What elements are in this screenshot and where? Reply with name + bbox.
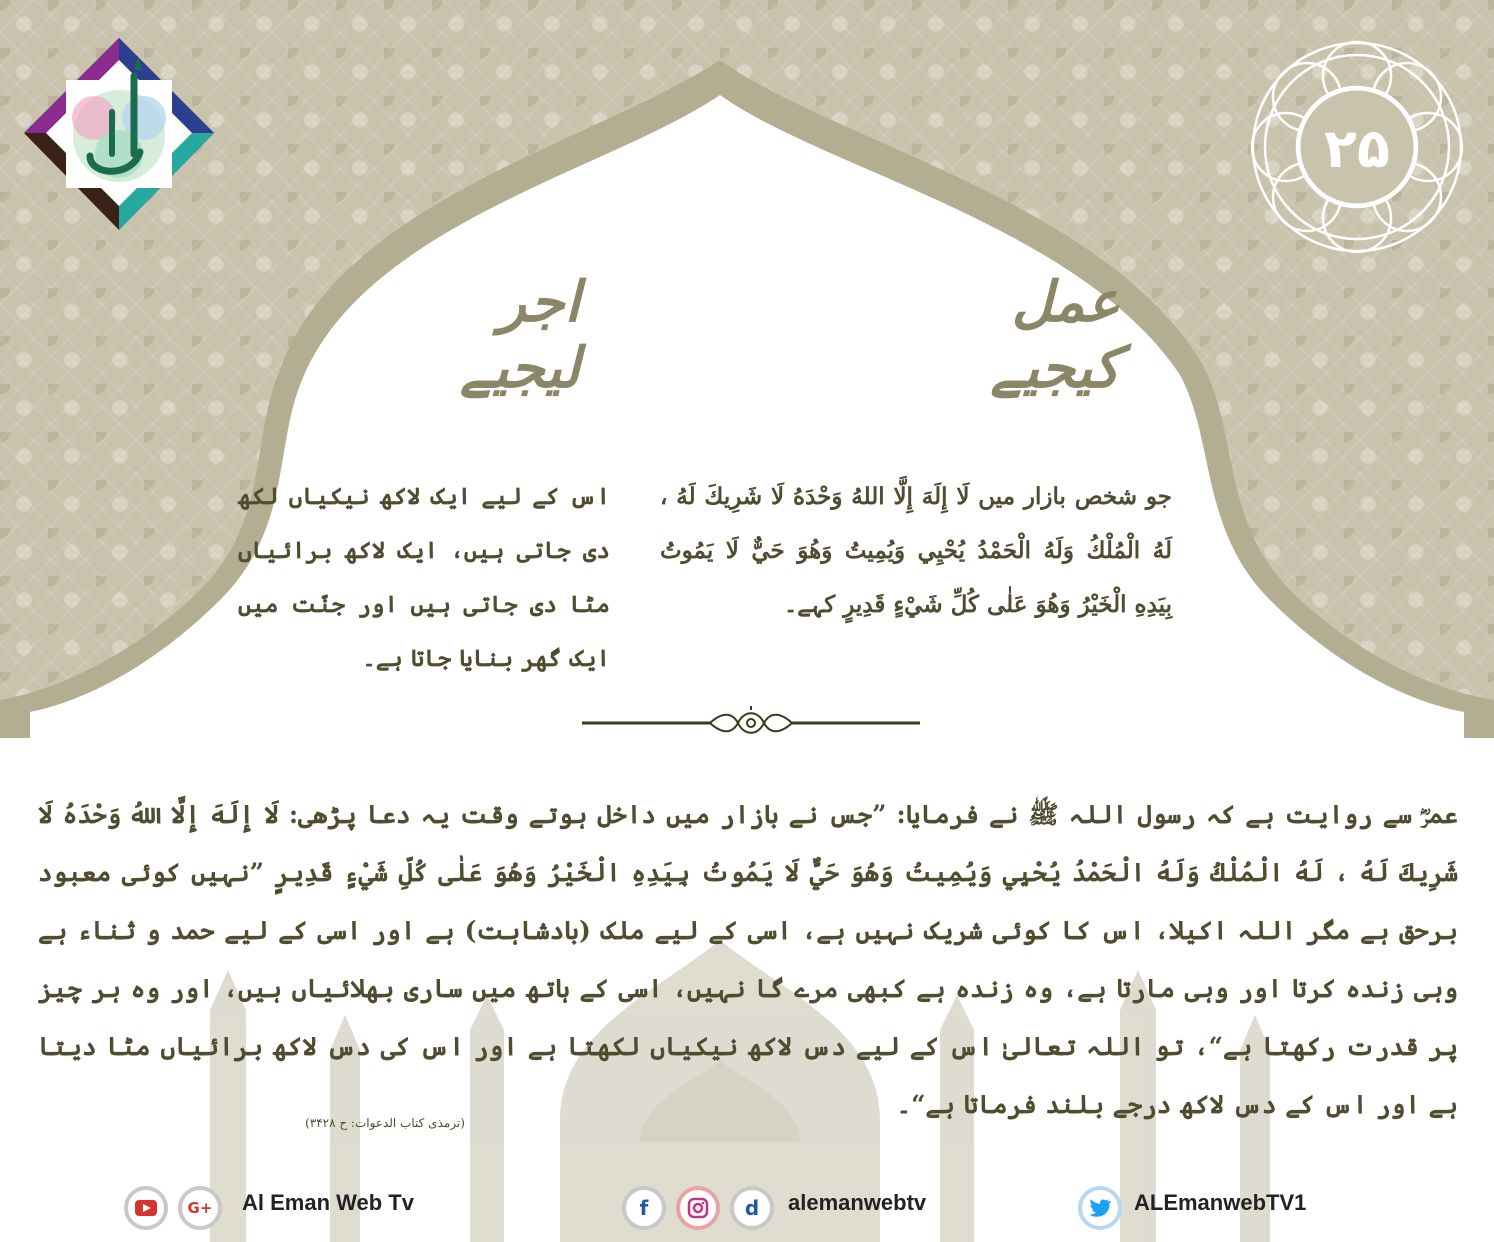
hadith-text: عمرؓ سے روایت ہے کہ رسول اللہ ﷺ نے فرمایا: ”جس نے بازار میں داخل ہوتے وقت یہ دعا پڑھی: لَا إِلَهَ إِلَّا اللهُ وَحْدَهُ لَا شَرِيكَ لَهُ ، لَهُ الْمُلْكُ وَلَهُ الْحَمْدُ يُحْيِي وَيُمِيتُ وَهُوَ حَيٌّ لَا يَمُوتُ بِيَدِهِ الْخَيْرُ وَهُوَ عَلٰى كُلِّ شَيْءٍ قَدِيرٍ ”نہیں کوئی معبود برحق ہے مگر اللہ اکیلا، اس کا کوئی شریک نہیں ہے، اسی کے لیے ملک (بادشاہت) ہے اور اسی کے لیے حمد و ثناء ہے وہی زندہ کرتا اور وہی مارتا ہے، وہ زندہ ہے کبھی مرے گا نہیں، اسی کے ہاتھ میں ساری بھلائیاں ہیں، اور وہ ہر چیز پر قدرت رکھتا ہے“، تو اللہ تعالیٰ اس کے لیے دس لاکھ نیکیاں لکھتا ہے اور اس کی دس لاکھ برائیاں مٹا دیتا ہے اور اس کے دس لاکھ درجے بلند فرماتا ہے“۔ [38, 800, 1458, 1119]
hadith-reference: (ترمذی کتاب الدعوات: ح ۳۴۲۸) [305, 1116, 465, 1130]
dailymotion-icon[interactable]: d [730, 1186, 774, 1230]
handle-label: alemanwebtv [788, 1190, 927, 1215]
instagram-icon[interactable] [676, 1186, 720, 1230]
day-number: ۲۵ [1324, 116, 1390, 180]
twitter-handle-label: ALEmanwebTV1 [1134, 1190, 1307, 1215]
channel-name-label: Al Eman Web Tv [242, 1190, 414, 1215]
heading-amal-kijiye: عمل کیجیے [990, 269, 1120, 401]
logo [22, 36, 216, 232]
heading-ajr-lijiye: اجر لیجیے [460, 269, 580, 401]
google-plus-icon[interactable]: G+ [178, 1186, 222, 1230]
youtube-icon[interactable] [124, 1186, 168, 1230]
footer [0, 1178, 1494, 1242]
facebook-icon[interactable]: f [622, 1186, 666, 1230]
ornamental-divider [582, 706, 920, 740]
reward-text: اس کے لیے ایک لاکھ نیکیاں لکھ دی جاتی ہیں، ایک لاکھ برائیاں مٹا دی جاتی ہیں اور جنّت میں ایک گھر بنایا جاتا ہے۔ [238, 483, 610, 672]
twitter-icon[interactable] [1078, 1186, 1122, 1230]
action-text: جو شخص بازار میں لَا إِلَهَ إِلَّا اللهُ وَحْدَهُ لَا شَرِيكَ لَهُ ، لَهُ الْمُلْكُ وَلَهُ الْحَمْدُ يُحْيِي وَيُمِيتُ وَهُوَ حَيٌّ لَا يَمُوتُ بِيَدِهِ الْخَيْرُ وَهُوَ عَلٰى كُلِّ شَيْءٍ قَدِيرٍ کہے۔ [660, 483, 1172, 618]
